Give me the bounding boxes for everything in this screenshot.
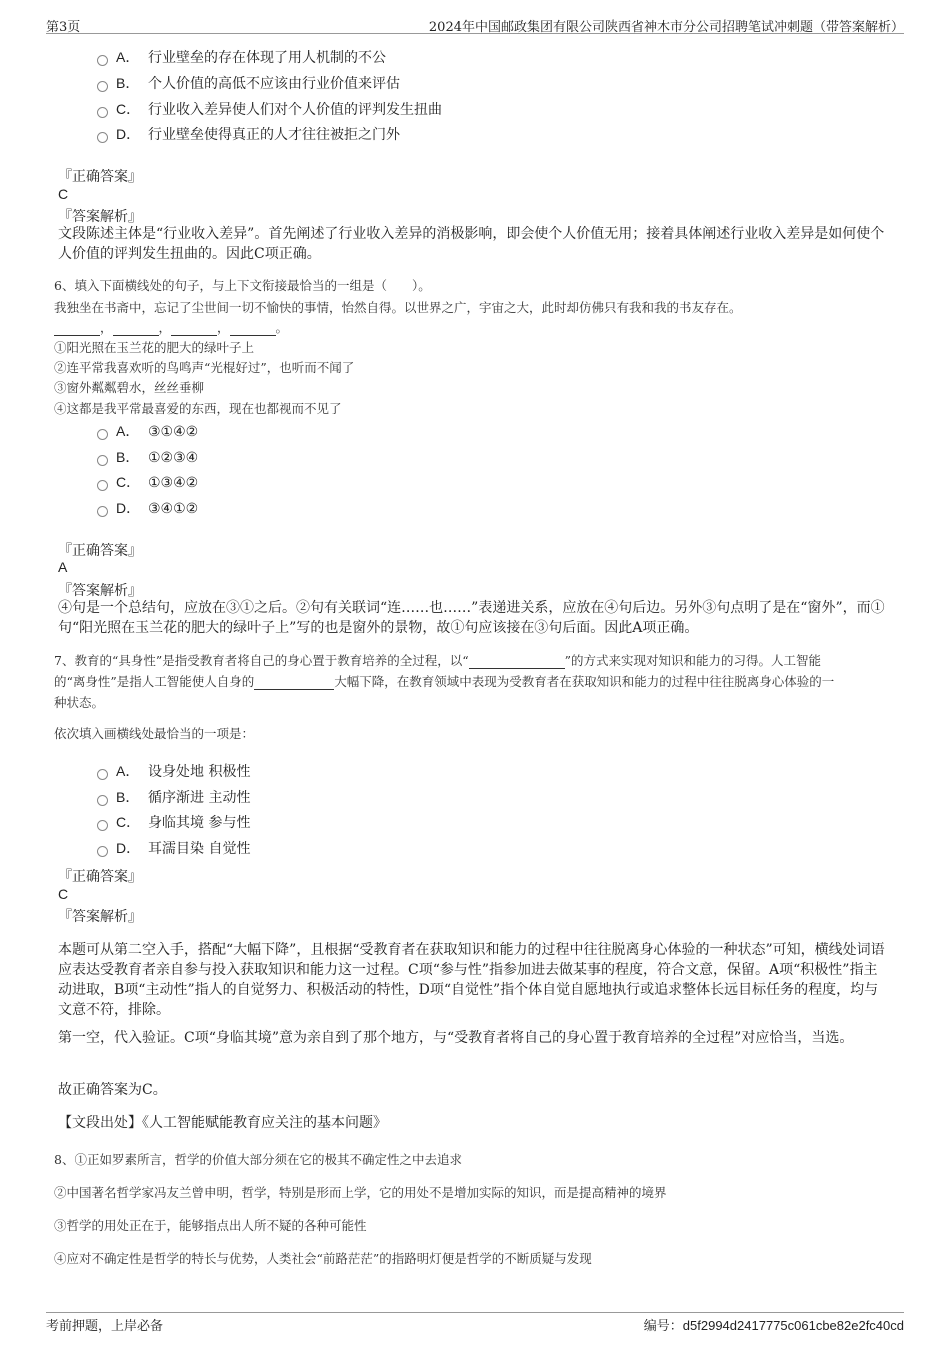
q6-item-4: ④这都是我平常最喜爱的东西，现在也都视而不见了 — [54, 401, 342, 416]
q6-answer: A — [58, 559, 68, 575]
q7-option-c[interactable]: C． 身临其境 参与性 — [97, 812, 250, 832]
blank-line — [230, 320, 276, 336]
q7-analysis-label: 『答案解析』 — [58, 909, 142, 925]
q8-item-1: 8、①正如罗素所言，哲学的价值大部分须在它的极其不确定性之中去追求 — [54, 1152, 462, 1167]
q6-blanks: ， ， ， 。 — [54, 318, 288, 336]
q6-analysis-label: 『答案解析』 — [58, 583, 142, 599]
radio-icon[interactable] — [97, 795, 108, 806]
blank-line — [171, 320, 217, 336]
q7-stem-line-2: 的“离身性”是指人工智能使人自身的 大幅下降，在教育领域中表现为受教育者在获取知识和能力的过程中往往脱离身心体验的一 — [54, 674, 835, 689]
q7-stem-line-3: 种状态。 — [54, 695, 105, 710]
q5-answer: C — [58, 186, 69, 202]
q6-item-1: ①阳光照在玉兰花的肥大的绿叶子上 — [54, 340, 255, 355]
header-divider — [46, 33, 904, 34]
q7-answer-label: 『正确答案』 — [58, 869, 142, 885]
q6-option-b[interactable]: B． ①②③④ — [97, 447, 198, 467]
q5-analysis: 文段陈述主体是“行业收入差异”。首先阐述了行业收入差异的消极影响，即会使个人价值无用；接着具体阐述行业收入差异是如何使个人价值的评判发生扭曲的。因此C项正确。 — [58, 226, 885, 262]
q8-item-2: ②中国著名哲学家冯友兰曾申明，哲学，特别是形而上学，它的用处不是增加实际的知识，而是提高精神的境界 — [54, 1185, 667, 1200]
q7-option-b[interactable]: B． 循序渐进 主动性 — [97, 787, 250, 807]
q7-instruction: 依次填入画横线处最恰当的一项是： — [54, 726, 255, 741]
q6-option-a[interactable]: A． ③①④② — [97, 421, 198, 441]
radio-icon[interactable] — [97, 480, 108, 491]
footer-divider — [46, 1312, 904, 1313]
q6-option-d[interactable]: D． ③④①② — [97, 498, 198, 518]
footer-slogan: 考前押题，上岸必备 — [46, 1319, 164, 1334]
blank-line — [469, 653, 565, 669]
q5-option-b[interactable]: B． 个人价值的高低不应该由行业价值来评估 — [97, 73, 400, 93]
q6-analysis: ④句是一个总结句，应放在③①之后。②句有关联词“连……也……”表递进关系，应放在④句后边。另外③句点明了是在“窗外”，而①句“阳光照在玉兰花的肥大的绿叶子上”写的也是窗外的景物，故①句应该接在③句后面。因此A项正确。 — [58, 600, 885, 636]
radio-icon[interactable] — [97, 846, 108, 857]
q7-analysis-paragraph-2: 第一空，代入验证。C项“身临其境”意为亲自到了那个地方，与“受教育者将自己的身心置于教育培养的全过程”对应恰当，当选。 — [58, 1030, 854, 1046]
radio-icon[interactable] — [97, 107, 108, 118]
q8-item-3: ③哲学的用处正在于，能够指点出人所不疑的各种可能性 — [54, 1218, 367, 1233]
q7-stem-line-1: 7、教育的“具身性”是指受教育者将自己的身心置于教育培养的全过程，以“ ”的方式来实现对知识和能力的习得。人工智能 — [54, 653, 822, 668]
radio-icon[interactable] — [97, 81, 108, 92]
q7-option-a[interactable]: A． 设身处地 积极性 — [97, 761, 250, 781]
radio-icon[interactable] — [97, 55, 108, 66]
radio-icon[interactable] — [97, 132, 108, 143]
radio-icon[interactable] — [97, 769, 108, 780]
q6-answer-label: 『正确答案』 — [58, 543, 142, 559]
radio-icon[interactable] — [97, 455, 108, 466]
q7-analysis-paragraph-1: 本题可从第二空入手，搭配“大幅下降”，且根据“受教育者在获取知识和能力的过程中往往脱离身心体验的一种状态”可知，横线处词语应表达受教育者亲自参与投入获取知识和能力这一过程。C项“参与性”指参加进去做某事的程度，符合文意，保留。A项“积极性”指主动进取，B项“主动性”指人的自觉努力、积极活动的特性，D项“自觉性”指个体自觉自愿地执行或追求整体长远目标任务的程度，均与文意不符，排除。 — [58, 942, 885, 1018]
footer-code: 编号：d5f2994d2417775c061cbe82e2fc40cd — [643, 1318, 904, 1334]
q7-source: 【文段出处】《人工智能赋能教育应关注的基本问题》 — [58, 1115, 387, 1131]
q6-option-c[interactable]: C． ①③④② — [97, 472, 198, 492]
q8-item-4: ④应对不确定性是哲学的特长与优势，人类社会“前路茫茫”的指路明灯便是哲学的不断质疑与发现 — [54, 1251, 592, 1266]
q6-stem: 6、填入下面横线处的句子，与上下文衔接最恰当的一组是（ ）。 — [54, 278, 431, 293]
q6-item-3: ③窗外粼粼碧水，丝丝垂柳 — [54, 380, 205, 395]
radio-icon[interactable] — [97, 820, 108, 831]
q6-item-2: ②连平常我喜欢听的鸟鸣声“光棍好过”，也听而不闻了 — [54, 360, 355, 375]
blank-line — [113, 320, 159, 336]
blank-line — [254, 674, 334, 690]
q5-option-d[interactable]: D． 行业壁垒使得真正的人才往往被拒之门外 — [97, 124, 400, 144]
radio-icon[interactable] — [97, 429, 108, 440]
q5-analysis-label: 『答案解析』 — [58, 209, 142, 225]
blank-line — [54, 320, 100, 336]
q5-option-c[interactable]: C． 行业收入差异使人们对个人价值的评判发生扭曲 — [97, 99, 442, 119]
q7-answer: C — [58, 886, 69, 902]
q7-option-d[interactable]: D． 耳濡目染 自觉性 — [97, 838, 250, 858]
q6-passage: 我独坐在书斋中，忘记了尘世间一切不愉快的事情，怡然自得。以世界之广，宇宙之大，此时却仿佛只有我和我的书友存在。 — [54, 300, 742, 315]
document-title: 2024年中国邮政集团有限公司陕西省神木市分公司招聘笔试冲刺题（带答案解析） — [428, 20, 904, 35]
page-number: 第3页 — [46, 20, 81, 35]
q5-option-a[interactable]: A． 行业壁垒的存在体现了用人机制的不公 — [97, 47, 386, 67]
q7-analysis-paragraph-3: 故正确答案为C。 — [58, 1082, 167, 1098]
q5-answer-label: 『正确答案』 — [58, 169, 142, 185]
radio-icon[interactable] — [97, 506, 108, 517]
